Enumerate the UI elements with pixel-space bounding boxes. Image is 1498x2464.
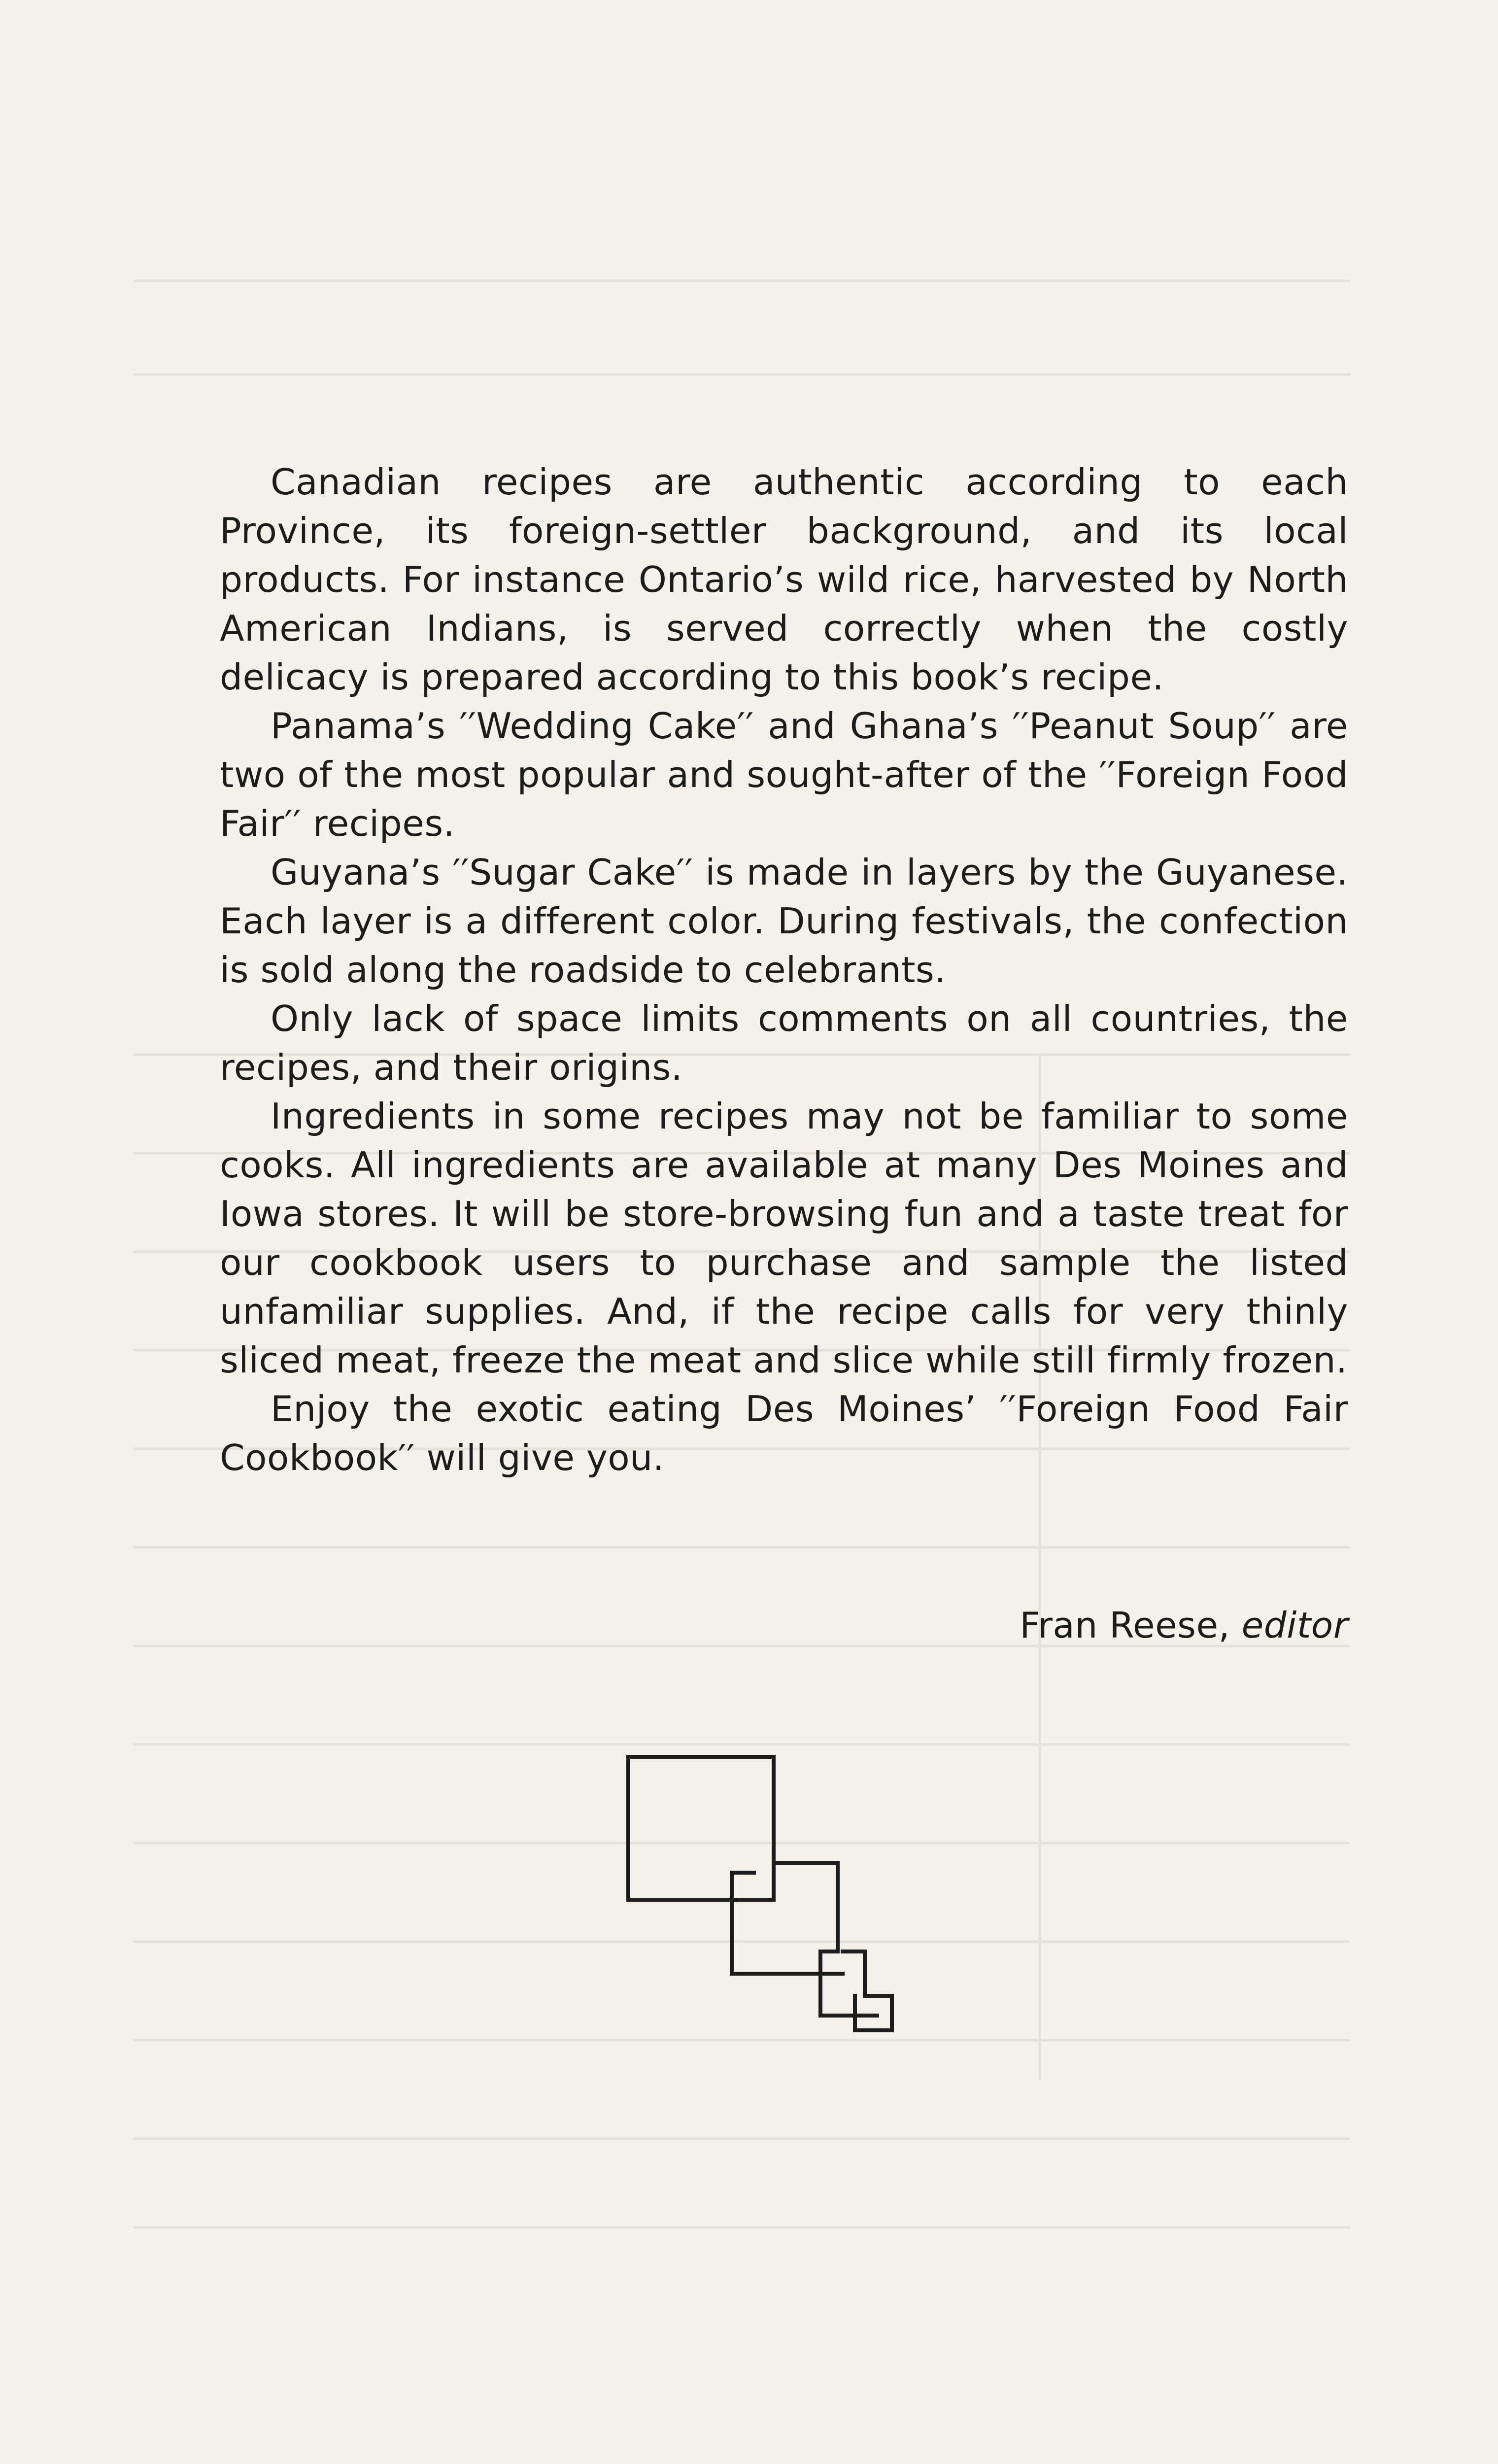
editor-name: Fran Reese, bbox=[1020, 1605, 1230, 1646]
paragraph-closing: Enjoy the exotic eating Des Moines’ ′′Foreign Food Fair Cookbook′′ will give you. bbox=[220, 1389, 1348, 1479]
editor-role: editor bbox=[1241, 1605, 1348, 1646]
paragraph-panama-ghana: Panama’s ′′Wedding Cake′′ and Ghana’s ′′Peanut Soup′′ are two of the most popular and sought-after of the ′′Foreign Food Fair′′ recipes. bbox=[220, 706, 1348, 845]
paragraph-guyana: Guyana’s ′′Sugar Cake′′ is made in layers by the Guyanese. Each layer is a different color. During festivals, the confection is sold along the roadside to celebrants. bbox=[220, 852, 1348, 991]
intro-text bbox=[220, 458, 1348, 1483]
editor-signature bbox=[1020, 1602, 1348, 1650]
paragraph-ingredients: Ingredients in some recipes may not be familiar to some cooks. All ingredients are available at many Des Moines and Iowa stores. It will be store-browsing fun and a taste treat for our cookbook users to purchase and sample the listed unfamiliar supplies. And, if the recipe calls for very thinly sliced meat, freeze the meat and slice while still firmly frozen. bbox=[220, 1096, 1348, 1381]
paragraph-space: Only lack of space limits comments on all countries, the recipes, and their origins. bbox=[220, 998, 1348, 1089]
nested-squares-ornament-icon bbox=[626, 1754, 921, 2050]
paragraph-canada: Canadian recipes are authentic according to each Province, its foreign-settler background, and its local products. For instance Ontario’s wild rice, harvested by North American Indians, is served correctly when the costly delicacy is prepared according to this book’s recipe. bbox=[220, 462, 1348, 698]
